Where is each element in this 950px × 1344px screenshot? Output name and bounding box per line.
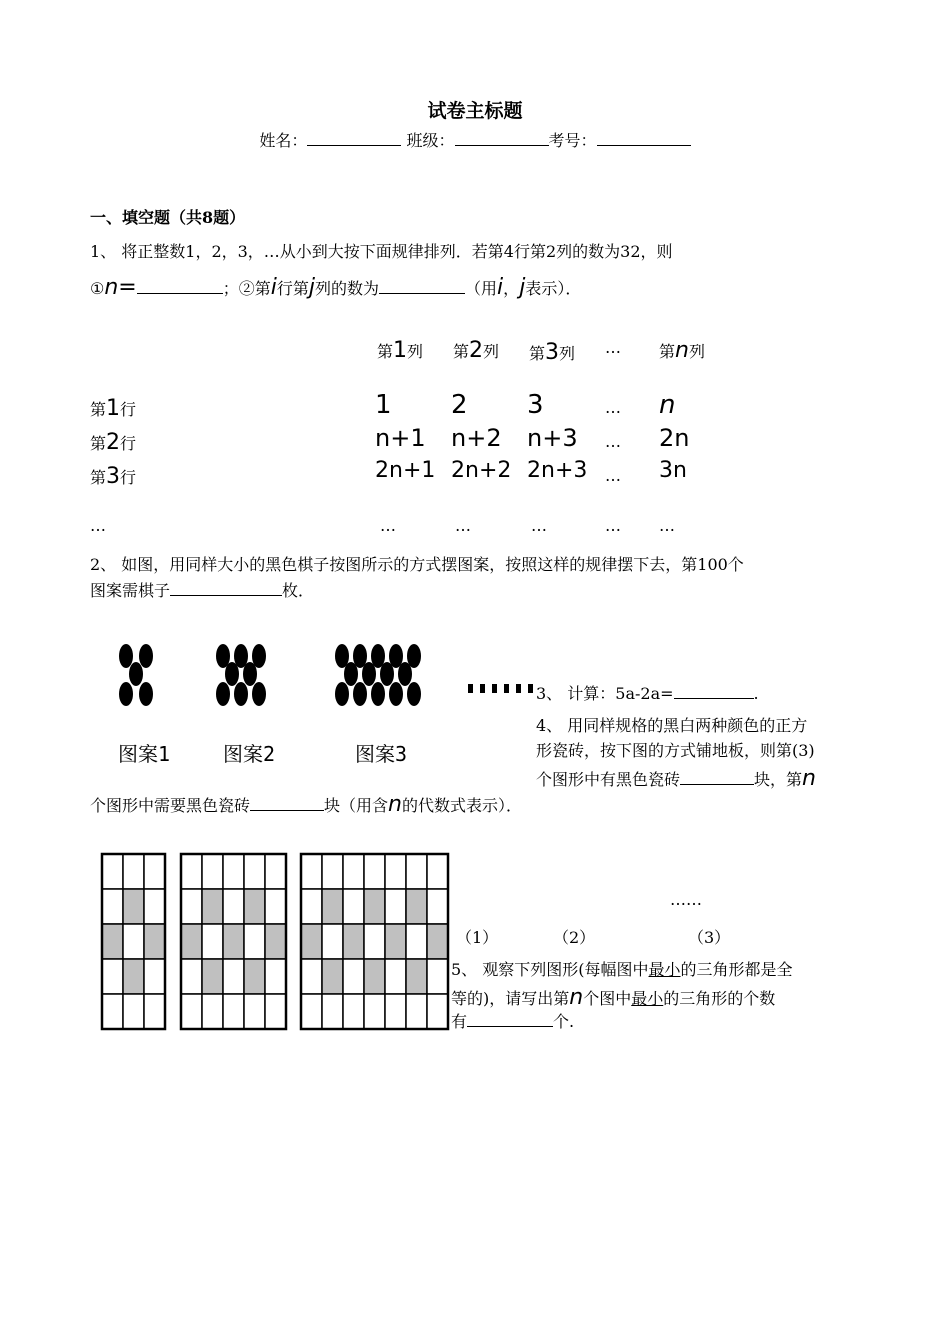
student-info (0, 131, 950, 150)
white-tile (343, 994, 364, 1029)
var-i: i (497, 275, 504, 300)
row-label-1: 第1行 (90, 396, 137, 421)
q2-blank[interactable] (170, 581, 282, 596)
q1-blank-1[interactable] (137, 279, 223, 294)
white-tile (301, 854, 322, 889)
white-tile (244, 924, 265, 959)
black-tile (406, 959, 427, 994)
row-label-2: 第2行 (90, 430, 137, 455)
white-tile (181, 889, 202, 924)
white-tile (102, 889, 123, 924)
q4-line1: 4、 用同样规格的黑白两种颜色的正方 (536, 716, 808, 735)
white-tile (102, 959, 123, 994)
id-label: 考号： (548, 131, 597, 150)
dot (516, 684, 521, 693)
pattern-label-3: 图案3 (355, 742, 408, 766)
col-header-n: 第n列 (659, 338, 705, 363)
white-tile (343, 959, 364, 994)
white-tile (144, 889, 165, 924)
black-tile (123, 959, 144, 994)
q3-line: 3、 计算：5a-2a= . (536, 684, 759, 703)
cell-r2c3: n+3 (527, 424, 578, 452)
dot (468, 684, 473, 693)
dot (362, 662, 376, 686)
white-tile (385, 959, 406, 994)
equals-sign: = (118, 275, 137, 300)
pattern-label-1: 图案1 (118, 742, 171, 766)
q5-line3: 有 个. (451, 1012, 575, 1031)
dot (335, 682, 349, 706)
black-tile (223, 924, 244, 959)
class-blank[interactable] (455, 131, 549, 146)
white-tile (265, 889, 286, 924)
tile-label-2: （2） (553, 928, 596, 947)
black-tile (244, 889, 265, 924)
q1-text: ， (503, 279, 520, 298)
dot (119, 644, 133, 668)
black-tile (181, 924, 202, 959)
white-tile (202, 854, 223, 889)
var-n: n (388, 792, 402, 817)
black-tile (202, 889, 223, 924)
q1-text: （用 (465, 279, 498, 298)
white-tile (343, 854, 364, 889)
q4-line4: 个图形中需要黑色瓷砖 块（用含n的代数式表示）． (90, 792, 522, 817)
white-tile (301, 959, 322, 994)
white-tile (364, 924, 385, 959)
q5-line1: 5、 观察下列图形(每幅图中最小的三角形都是全 (451, 960, 793, 979)
dot (528, 684, 533, 693)
white-tile (223, 854, 244, 889)
q1-text: 行第 (276, 279, 309, 298)
cell-r3c3: 2n+3 (527, 458, 588, 483)
dot (389, 682, 403, 706)
white-tile (301, 994, 322, 1029)
dot (139, 682, 153, 706)
black-tile (144, 924, 165, 959)
cell-r4c3: … (531, 516, 547, 535)
dot (380, 662, 394, 686)
black-tile (123, 889, 144, 924)
white-tile (406, 994, 427, 1029)
var-j: j (519, 275, 526, 300)
q2-line2: 图案需棋子 枚． (90, 581, 315, 600)
black-tile (406, 889, 427, 924)
white-tile (244, 994, 265, 1029)
q1-line2 (90, 275, 581, 301)
black-tile (364, 889, 385, 924)
dot (398, 662, 412, 686)
class-label: 班级： (406, 131, 455, 150)
white-tile (102, 854, 123, 889)
dot (234, 682, 248, 706)
white-tile (343, 889, 364, 924)
id-blank[interactable] (597, 131, 691, 146)
q1-text: 表示）． (525, 279, 582, 298)
cell-r3c5: 3n (659, 458, 687, 483)
dot (371, 682, 385, 706)
cell-r1c4: … (605, 398, 621, 417)
q5-line2: 等的)，请写出第n个图中最小的三角形的个数 (451, 985, 776, 1010)
black-tile (343, 924, 364, 959)
cell-r3c4: … (605, 466, 621, 485)
white-tile (427, 889, 448, 924)
white-tile (181, 854, 202, 889)
white-tile (322, 924, 343, 959)
dot (119, 682, 133, 706)
q2-line1: 2、 如图，用同样大小的黑色棋子按图所示的方式摆图案，按照这样的规律摆下去，第100个 (90, 555, 744, 574)
black-tile (364, 959, 385, 994)
dot (243, 662, 257, 686)
white-tile (202, 924, 223, 959)
q4-blank-2[interactable] (250, 796, 324, 811)
cell-r4c1: … (380, 516, 396, 535)
white-tile (265, 959, 286, 994)
cell-r2c2: n+2 (451, 424, 502, 452)
cell-r4c5: … (659, 516, 675, 535)
var-j: j (308, 275, 316, 300)
var-n: n (569, 985, 584, 1010)
q1-circle-1: ① (90, 279, 105, 298)
tile-label-3: （3） (688, 928, 731, 947)
dot (407, 682, 421, 706)
white-tile (322, 994, 343, 1029)
white-tile (202, 994, 223, 1029)
q4-line3: 个图形中有黑色瓷砖 块，第n (536, 766, 816, 791)
white-tile (364, 994, 385, 1029)
black-tile (102, 924, 123, 959)
cell-r1c5: n (659, 390, 676, 420)
dot (504, 684, 509, 693)
cell-r2c1: n+1 (375, 424, 426, 452)
white-tile (427, 994, 448, 1029)
white-tile (144, 959, 165, 994)
dot (492, 684, 497, 693)
dot (216, 682, 230, 706)
dot (225, 662, 239, 686)
black-tile (322, 889, 343, 924)
cell-r1c1: 1 (375, 390, 392, 420)
white-tile (265, 994, 286, 1029)
white-tile (385, 854, 406, 889)
tile-grids-figure (100, 852, 455, 1034)
q4-blank-1[interactable] (680, 770, 754, 785)
black-tile (265, 924, 286, 959)
black-tile (202, 959, 223, 994)
white-tile (223, 959, 244, 994)
row-label-3: 第3行 (90, 464, 137, 489)
pattern-label-2: 图案2 (223, 742, 276, 766)
dot (139, 644, 153, 668)
white-tile (181, 959, 202, 994)
white-tile (427, 854, 448, 889)
tile-label-1: （1） (456, 928, 499, 947)
q1-text: 列的数为 (315, 279, 380, 298)
cell-r3c2: 2n+2 (451, 458, 512, 483)
white-tile (427, 959, 448, 994)
q3-blank[interactable] (674, 684, 754, 699)
name-label: 姓名： (259, 131, 308, 150)
var-n: n (802, 766, 816, 791)
white-tile (123, 854, 144, 889)
col-header-1: 第1列 (377, 338, 424, 363)
white-tile (123, 994, 144, 1029)
white-tile (385, 889, 406, 924)
var-n: n (104, 275, 119, 300)
q1-line1: 1、 将正整数1，2，3，…从小到大按下面规律排列．若第4行第2列的数为32，则 (90, 242, 673, 261)
white-tile (223, 889, 244, 924)
white-tile (102, 994, 123, 1029)
white-tile (123, 924, 144, 959)
cell-r2c4: … (605, 432, 621, 451)
cell-r4c2: … (455, 516, 471, 535)
white-tile (181, 994, 202, 1029)
col-header-3: 第3列 (529, 340, 576, 365)
cell-r3c1: 2n+1 (375, 458, 436, 483)
q4-line2: 形瓷砖，按下图的方式铺地板，则第(3) (536, 741, 815, 760)
white-tile (265, 854, 286, 889)
page-title: 试卷主标题 (427, 100, 523, 122)
row-label-4: … (90, 516, 106, 535)
cell-r1c3: 3 (527, 390, 544, 420)
section-heading: 一、填空题（共8题） (90, 208, 246, 227)
q4-ellipsis: …… (670, 890, 702, 909)
dot (129, 662, 143, 686)
black-tile (244, 959, 265, 994)
q1-blank-2[interactable] (379, 279, 465, 294)
white-tile (322, 854, 343, 889)
dot (353, 682, 367, 706)
col-header-ellipsis: … (605, 338, 621, 357)
cell-r2c5: 2n (659, 424, 690, 452)
black-tile (385, 924, 406, 959)
white-tile (364, 854, 385, 889)
black-tile (301, 924, 322, 959)
dot (480, 684, 485, 693)
dot (252, 682, 266, 706)
dot (344, 662, 358, 686)
black-tile (427, 924, 448, 959)
var-i: i (270, 275, 277, 300)
white-tile (144, 854, 165, 889)
white-tile (223, 994, 244, 1029)
col-header-2: 第2列 (453, 338, 500, 363)
cell-r1c2: 2 (451, 390, 468, 420)
white-tile (144, 994, 165, 1029)
white-tile (385, 994, 406, 1029)
q5-blank[interactable] (467, 1012, 553, 1027)
black-tile (322, 959, 343, 994)
name-blank[interactable] (307, 131, 401, 146)
white-tile (244, 854, 265, 889)
white-tile (301, 889, 322, 924)
white-tile (406, 854, 427, 889)
white-tile (406, 924, 427, 959)
cell-r4c4: … (605, 516, 621, 535)
q1-text: ；②第 (222, 279, 271, 298)
